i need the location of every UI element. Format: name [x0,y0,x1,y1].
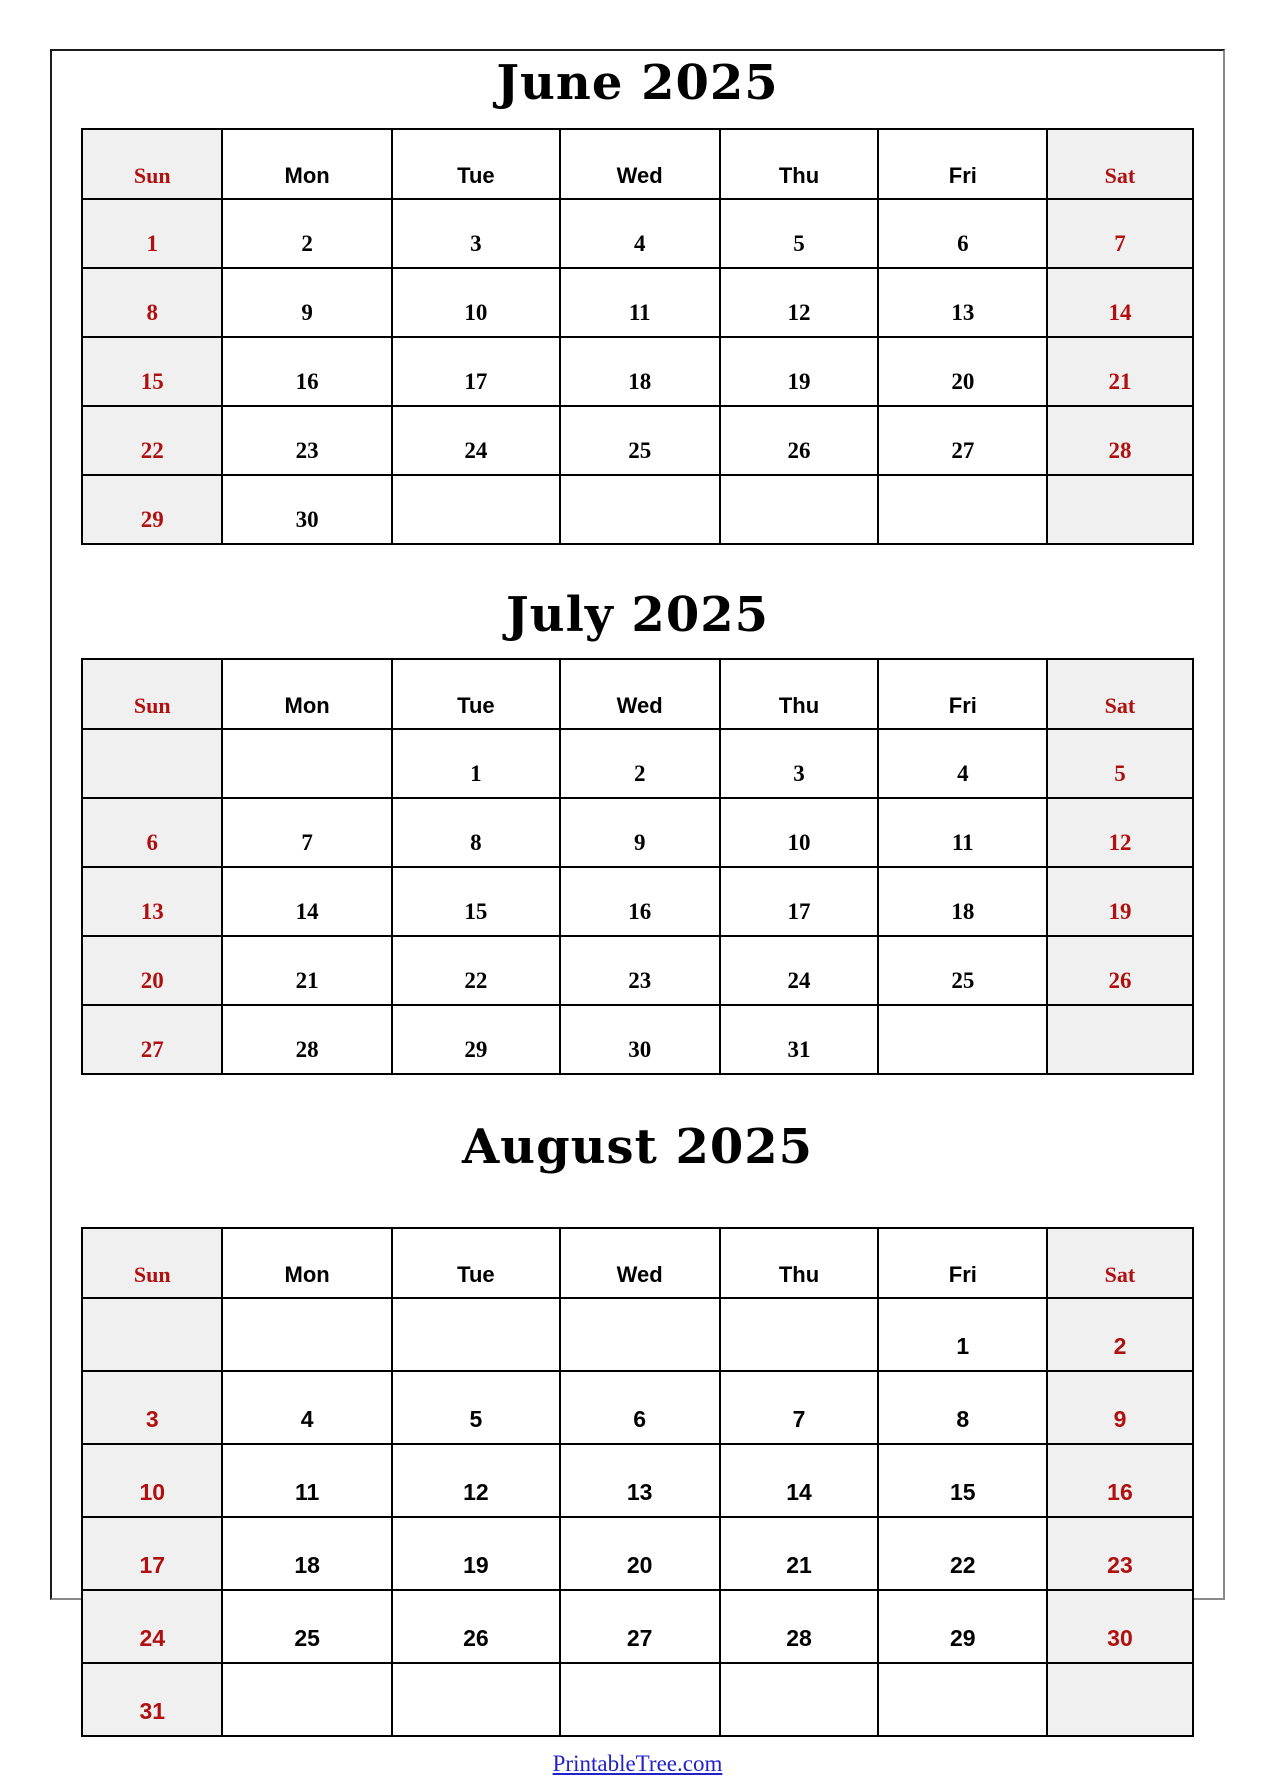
day-cell-17: 17 [392,337,560,406]
day-cell-13: 13 [560,1444,720,1517]
day-cell-7: 7 [222,798,392,867]
day-cell-26: 26 [720,406,879,475]
day-cell-22: 22 [392,936,560,1005]
day-cell-25: 25 [878,936,1047,1005]
week-row [82,1590,1192,1663]
day-cell-empty [1047,475,1193,544]
weekday-header-thu: Thu [720,1228,879,1298]
day-cell-1: 1 [878,1298,1047,1371]
day-cell-22: 22 [82,406,222,475]
day-cell-24: 24 [392,406,560,475]
day-cell-16: 16 [560,867,720,936]
day-cell-empty [1047,1005,1193,1074]
day-cell-empty [878,1663,1047,1736]
week-row [82,729,1192,798]
weekday-header-sat: Sat [1047,1228,1193,1298]
day-cell-18: 18 [878,867,1047,936]
day-cell-14: 14 [720,1444,879,1517]
day-cell-26: 26 [1047,936,1193,1005]
day-cell-24: 24 [720,936,879,1005]
day-cell-10: 10 [82,1444,222,1517]
footer-site-link[interactable]: PrintableTree.com [552,1751,723,1777]
weekday-header-mon: Mon [222,1228,392,1298]
day-cell-empty [82,1298,222,1371]
weekday-header-sun: Sun [82,129,222,199]
week-row [82,1371,1192,1444]
day-cell-empty [878,1005,1047,1074]
day-cell-23: 23 [560,936,720,1005]
weekday-header-row [82,129,1192,199]
week-row [82,1444,1192,1517]
day-cell-11: 11 [560,268,720,337]
month-section-august [52,1118,1223,1738]
calendar-page [50,49,1225,1777]
day-cell-15: 15 [392,867,560,936]
day-cell-28: 28 [720,1590,879,1663]
weekday-header-sun: Sun [82,659,222,729]
day-cell-24: 24 [82,1590,222,1663]
day-cell-empty [720,1298,879,1371]
day-cell-8: 8 [878,1371,1047,1444]
day-cell-23: 23 [222,406,392,475]
day-cell-21: 21 [1047,337,1193,406]
day-cell-29: 29 [878,1590,1047,1663]
calendar-table-june [81,128,1193,545]
day-cell-empty [392,1663,560,1736]
week-row [82,1005,1192,1074]
day-cell-empty [82,729,222,798]
day-cell-3: 3 [720,729,879,798]
month-title-august: August 2025 [461,1118,814,1175]
weekday-header-row [82,1228,1192,1298]
day-cell-25: 25 [222,1590,392,1663]
day-cell-10: 10 [720,798,879,867]
day-cell-19: 19 [1047,867,1193,936]
day-cell-10: 10 [392,268,560,337]
week-row [82,798,1192,867]
day-cell-21: 21 [720,1517,879,1590]
day-cell-empty [392,1298,560,1371]
month-section-july [52,586,1223,1075]
month-title-june: June 2025 [496,55,779,111]
week-row [82,1663,1192,1736]
weekday-header-tue: Tue [392,129,560,199]
day-cell-30: 30 [560,1005,720,1074]
day-cell-17: 17 [720,867,879,936]
day-cell-9: 9 [222,268,392,337]
day-cell-5: 5 [1047,729,1193,798]
day-cell-empty [222,729,392,798]
weekday-header-fri: Fri [878,129,1047,199]
month-section-june [52,57,1223,545]
month-title-july: July 2025 [505,586,770,643]
weekday-header-sun: Sun [82,1228,222,1298]
day-cell-2: 2 [560,729,720,798]
day-cell-6: 6 [560,1371,720,1444]
day-cell-14: 14 [222,867,392,936]
day-cell-30: 30 [222,475,392,544]
weekday-header-wed: Wed [560,1228,720,1298]
week-row [82,406,1192,475]
day-cell-empty [222,1298,392,1371]
day-cell-4: 4 [560,199,720,268]
weekday-header-wed: Wed [560,659,720,729]
day-cell-19: 19 [720,337,879,406]
day-cell-29: 29 [82,475,222,544]
day-cell-empty [560,475,720,544]
weekday-header-mon: Mon [222,129,392,199]
calendar-table-august [81,1227,1193,1737]
week-row [82,475,1192,544]
weekday-header-sat: Sat [1047,659,1193,729]
day-cell-20: 20 [560,1517,720,1590]
day-cell-empty [720,475,879,544]
weekday-header-row [82,659,1192,729]
day-cell-empty [878,475,1047,544]
day-cell-11: 11 [222,1444,392,1517]
day-cell-27: 27 [878,406,1047,475]
day-cell-28: 28 [1047,406,1193,475]
day-cell-17: 17 [82,1517,222,1590]
day-cell-5: 5 [392,1371,560,1444]
day-cell-5: 5 [720,199,879,268]
day-cell-27: 27 [82,1005,222,1074]
day-cell-3: 3 [82,1371,222,1444]
day-cell-9: 9 [1047,1371,1193,1444]
day-cell-15: 15 [82,337,222,406]
weekday-header-tue: Tue [392,659,560,729]
day-cell-2: 2 [1047,1298,1193,1371]
weekday-header-thu: Thu [720,129,879,199]
week-row [82,268,1192,337]
day-cell-8: 8 [82,268,222,337]
day-cell-12: 12 [392,1444,560,1517]
day-cell-2: 2 [222,199,392,268]
day-cell-15: 15 [878,1444,1047,1517]
weekday-header-wed: Wed [560,129,720,199]
week-row [82,199,1192,268]
weekday-header-mon: Mon [222,659,392,729]
week-row [82,867,1192,936]
weekday-header-tue: Tue [392,1228,560,1298]
day-cell-1: 1 [392,729,560,798]
day-cell-empty [222,1663,392,1736]
day-cell-11: 11 [878,798,1047,867]
day-cell-16: 16 [1047,1444,1193,1517]
day-cell-6: 6 [82,798,222,867]
day-cell-empty [392,475,560,544]
day-cell-empty [1047,1663,1193,1736]
day-cell-28: 28 [222,1005,392,1074]
week-row [82,1517,1192,1590]
day-cell-26: 26 [392,1590,560,1663]
week-row [82,337,1192,406]
day-cell-empty [560,1298,720,1371]
day-cell-8: 8 [392,798,560,867]
day-cell-4: 4 [878,729,1047,798]
day-cell-9: 9 [560,798,720,867]
day-cell-19: 19 [392,1517,560,1590]
day-cell-20: 20 [878,337,1047,406]
day-cell-20: 20 [82,936,222,1005]
day-cell-21: 21 [222,936,392,1005]
day-cell-31: 31 [720,1005,879,1074]
day-cell-6: 6 [878,199,1047,268]
day-cell-13: 13 [878,268,1047,337]
day-cell-7: 7 [720,1371,879,1444]
day-cell-7: 7 [1047,199,1193,268]
weekday-header-fri: Fri [878,1228,1047,1298]
footer [52,1751,1223,1777]
day-cell-18: 18 [222,1517,392,1590]
day-cell-31: 31 [82,1663,222,1736]
day-cell-1: 1 [82,199,222,268]
day-cell-4: 4 [222,1371,392,1444]
day-cell-3: 3 [392,199,560,268]
day-cell-14: 14 [1047,268,1193,337]
day-cell-empty [560,1663,720,1736]
day-cell-12: 12 [1047,798,1193,867]
weekday-header-sat: Sat [1047,129,1193,199]
day-cell-25: 25 [560,406,720,475]
week-row [82,936,1192,1005]
weekday-header-fri: Fri [878,659,1047,729]
day-cell-18: 18 [560,337,720,406]
weekday-header-thu: Thu [720,659,879,729]
day-cell-12: 12 [720,268,879,337]
day-cell-30: 30 [1047,1590,1193,1663]
week-row [82,1298,1192,1371]
day-cell-29: 29 [392,1005,560,1074]
calendar-table-july [81,658,1193,1075]
day-cell-27: 27 [560,1590,720,1663]
day-cell-23: 23 [1047,1517,1193,1590]
day-cell-empty [720,1663,879,1736]
day-cell-22: 22 [878,1517,1047,1590]
day-cell-16: 16 [222,337,392,406]
day-cell-13: 13 [82,867,222,936]
